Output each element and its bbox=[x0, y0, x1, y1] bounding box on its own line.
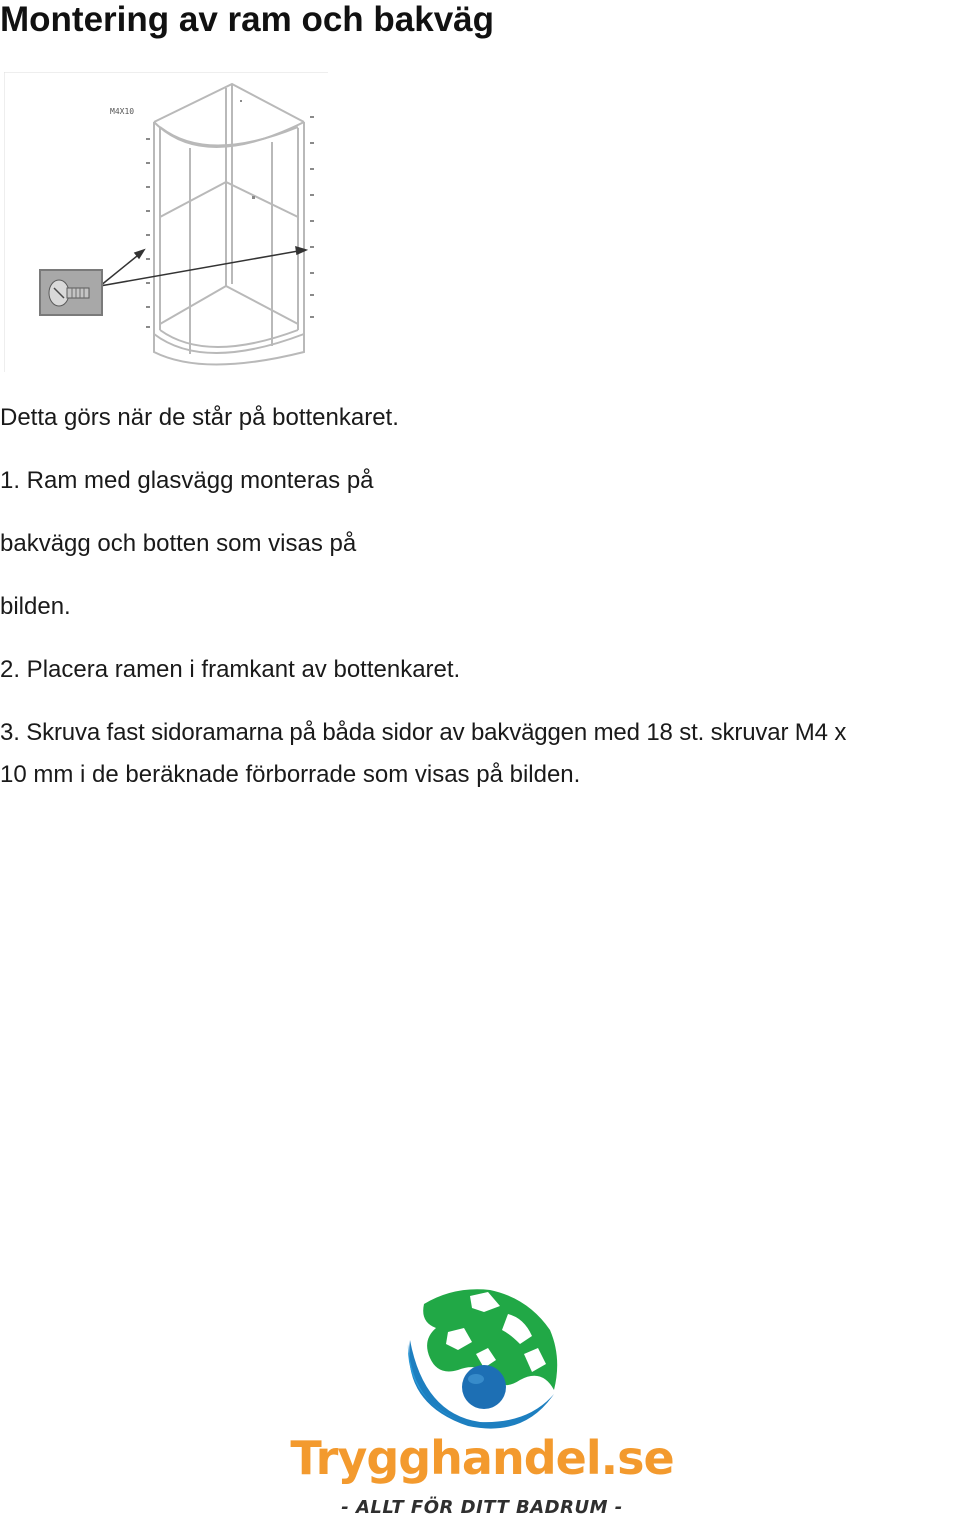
brand-tagline: - ALLT FÖR DITT BADRUM - bbox=[341, 1497, 623, 1518]
shower-assembly-diagram bbox=[4, 72, 328, 372]
step-3-line-1: 3. Skruva fast sidoramarna på båda sidor av bakväggen med 18 st. skruvar M4 x bbox=[0, 719, 847, 746]
screw-size-label: M4X10 bbox=[110, 107, 135, 116]
page-title: Montering av ram och bakväg bbox=[0, 0, 495, 39]
screw-icon bbox=[39, 269, 103, 316]
brand-name: Trygghandel.se bbox=[290, 1431, 674, 1485]
step-2-text: 2. Placera ramen i framkant av bottenkaret. bbox=[0, 656, 461, 683]
step-3-line-2: 10 mm i de beräknade förborrade som visas på bilden. bbox=[0, 761, 581, 788]
intro-text: Detta görs när de står på bottenkaret. bbox=[0, 404, 399, 431]
step-1-line-1: 1. Ram med glasvägg monteras på bbox=[0, 467, 374, 494]
globe-icon bbox=[262, 1284, 702, 1434]
brand-logo bbox=[262, 1284, 702, 1520]
step-1-line-2: bakvägg och botten som visas på bbox=[0, 530, 357, 557]
step-1-line-3: bilden. bbox=[0, 593, 71, 620]
